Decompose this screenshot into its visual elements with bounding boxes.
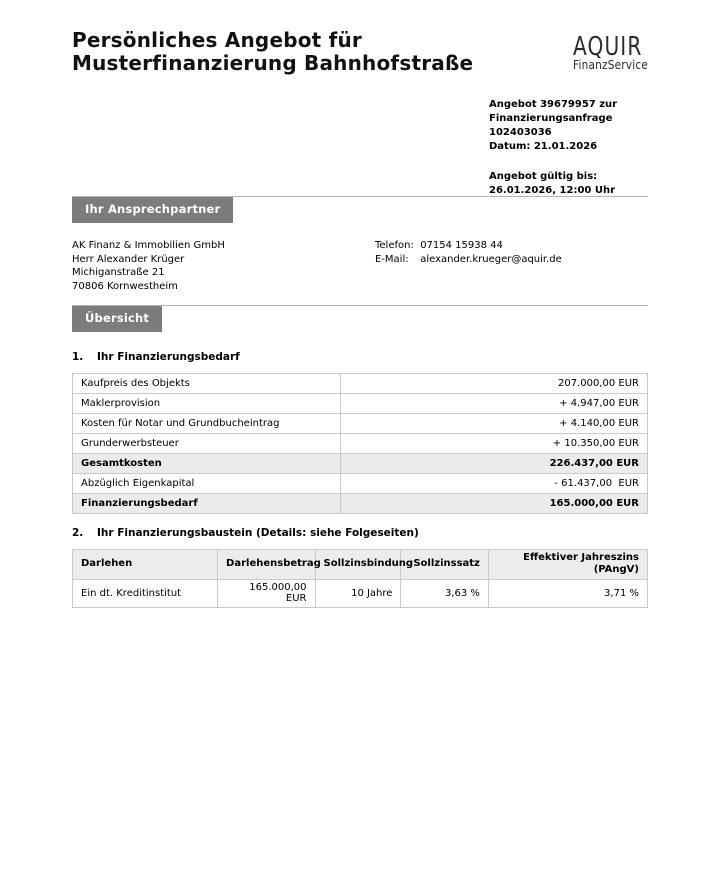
section1-number: 1. bbox=[72, 351, 84, 363]
page-title-line2: Musterfinanzierung Bahnhofstraße bbox=[72, 51, 474, 75]
row-label: Kaufpreis des Objekts bbox=[73, 374, 341, 394]
financing-request-line: Finanzierungsanfrage 102403036 bbox=[489, 113, 613, 138]
spacer bbox=[489, 154, 664, 170]
contact-company: AK Finanz & Immobilien GmbH bbox=[72, 240, 225, 251]
column-header-sollzinssatz: Sollzinssatz bbox=[401, 550, 488, 580]
table-row bbox=[73, 374, 648, 394]
table-row bbox=[73, 414, 648, 434]
column-header-darlehen: Darlehen bbox=[73, 550, 218, 580]
logo-wordmark: AQUIR bbox=[573, 31, 643, 62]
section2-number: 2. bbox=[72, 527, 84, 539]
row-value: - 61.437,00 EUR bbox=[341, 474, 648, 494]
row-value: 165.000,00 EUR bbox=[341, 494, 648, 514]
contact-person: Herr Alexander Krüger bbox=[72, 253, 185, 265]
contact-details bbox=[375, 239, 562, 267]
row-value: + 4.947,00 EUR bbox=[341, 394, 648, 414]
row-label: Kosten für Notar und Grundbucheintrag bbox=[73, 414, 341, 434]
email-label: E-Mail: bbox=[375, 254, 409, 265]
row-value: + 4.140,00 EUR bbox=[341, 414, 648, 434]
logo-subtitle: FinanzService bbox=[573, 58, 648, 72]
table-row bbox=[73, 434, 648, 454]
loan-nominal-rate: 3,63 % bbox=[401, 580, 488, 608]
row-value: + 10.350,00 EUR bbox=[341, 434, 648, 454]
row-label: Abzüglich Eigenkapital bbox=[73, 474, 341, 494]
section1-heading bbox=[72, 351, 240, 363]
phone-value: 07154 15938 44 bbox=[420, 240, 503, 251]
contact-address bbox=[72, 239, 225, 294]
loan-effective-rate: 3,71 % bbox=[488, 580, 647, 608]
row-label: Gesamtkosten bbox=[73, 454, 341, 474]
offer-date: Datum: 21.01.2026 bbox=[489, 141, 598, 152]
contact-phone-row bbox=[375, 239, 562, 253]
loan-name: Ein dt. Kreditinstitut bbox=[73, 580, 218, 608]
overview-section-badge: Übersicht bbox=[72, 306, 162, 332]
offer-number-line: Angebot 39679957 zur bbox=[489, 99, 618, 110]
section2-title: Ihr Finanzierungsbaustein (Details: siehe Folgeseiten) bbox=[97, 527, 419, 539]
financing-table bbox=[72, 373, 648, 514]
contact-section-band bbox=[72, 196, 648, 223]
contact-city: 70806 Kornwestheim bbox=[72, 281, 178, 293]
valid-until-label: Angebot gültig bis: bbox=[489, 171, 598, 182]
loan-table bbox=[72, 549, 648, 608]
contact-street: Michiganstraße 21 bbox=[72, 267, 165, 279]
contact-section-badge: Ihr Ansprechpartner bbox=[72, 197, 233, 223]
table-row-total-costs bbox=[73, 454, 648, 474]
column-header-darlehensbetrag: Darlehensbetrag bbox=[218, 550, 315, 580]
loan-fixed-period: 10 Jahre bbox=[315, 580, 401, 608]
valid-until-value: 26.01.2026, 12:00 Uhr bbox=[489, 185, 616, 196]
column-header-sollzinsbindung: Sollzinsbindung bbox=[315, 550, 401, 580]
overview-section-band bbox=[72, 305, 648, 332]
table-row bbox=[73, 394, 648, 414]
row-value: 226.437,00 EUR bbox=[341, 454, 648, 474]
phone-label: Telefon: bbox=[375, 240, 414, 251]
section1-title: Ihr Finanzierungsbedarf bbox=[97, 351, 240, 363]
loan-table-header-row bbox=[73, 550, 648, 580]
table-row bbox=[73, 474, 648, 494]
row-value: 207.000,00 EUR bbox=[341, 374, 648, 394]
row-label: Maklerprovision bbox=[73, 394, 341, 414]
table-row-financing-need bbox=[73, 494, 648, 514]
row-label: Finanzierungsbedarf bbox=[73, 494, 341, 514]
column-header-effektiver-jahreszins: Effektiver Jahreszins (PAngV) bbox=[488, 550, 647, 580]
contact-email-row bbox=[375, 253, 562, 267]
page-title bbox=[72, 29, 473, 75]
email-value: alexander.krueger@aquir.de bbox=[420, 254, 562, 265]
loan-table-row bbox=[73, 580, 648, 608]
section2-heading bbox=[72, 527, 419, 539]
company-logo bbox=[573, 31, 669, 72]
page-title-line1: Persönliches Angebot für bbox=[72, 28, 362, 52]
loan-amount: 165.000,00 EUR bbox=[218, 580, 315, 608]
offer-meta bbox=[489, 98, 664, 198]
row-label: Grunderwerbsteuer bbox=[73, 434, 341, 454]
